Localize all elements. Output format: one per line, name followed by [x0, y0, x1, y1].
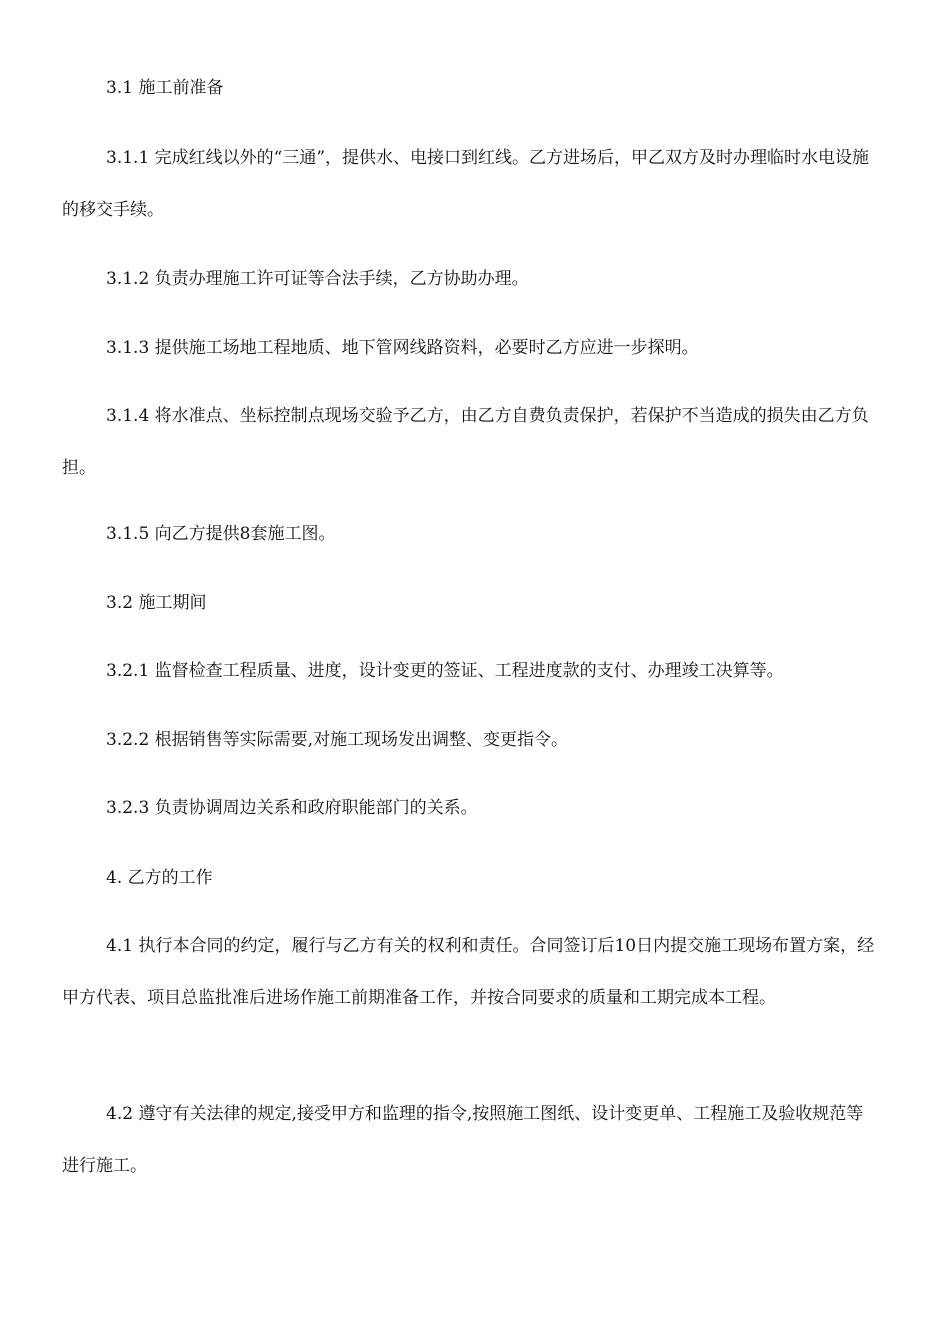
heading-3-1: 3.1 施工前准备 [106, 78, 224, 98]
clause-3-2-3: 3.2.3 负责协调周边关系和政府职能部门的关系。 [106, 798, 478, 818]
clause-4-1: 4.1 执行本合同的约定，履行与乙方有关的权利和责任。合同签订后10日内提交施工现场布置方案，经甲方代表、项目总监批准后进场作施工前期准备工作，并按合同要求的质量和工期完成本工程。 [62, 936, 875, 1008]
clause-3-2-2: 3.2.2 根据销售等实际需要,对施工现场发出调整、变更指令。 [106, 730, 569, 750]
clause-3-1-4: 3.1.4 将水准点、坐标控制点现场交验予乙方，由乙方自费负责保护，若保护不当造成的损失由乙方负担。 [62, 406, 869, 478]
clause-3-1-1: 3.1.1 完成红线以外的“三通”，提供水、电接口到红线。乙方进场后，甲乙双方及时办理临时水电设施的移交手续。 [62, 148, 870, 220]
clause-3-1-5: 3.1.5 向乙方提供8套施工图。 [106, 524, 336, 544]
heading-4: 4. 乙方的工作 [106, 868, 213, 888]
clause-3-1-2: 3.1.2 负责办理施工许可证等合法手续，乙方协助办理。 [106, 269, 529, 289]
heading-3-2: 3.2 施工期间 [106, 593, 207, 613]
clause-3-2-1: 3.2.1 监督检查工程质量、进度，设计变更的签证、工程进度款的支付、办理竣工决算等。 [106, 661, 784, 681]
clause-4-2: 4.2 遵守有关法律的规定,接受甲方和监理的指令,按照施工图纸、设计变更单、工程施工及验收规范等进行施工。 [62, 1104, 864, 1176]
clause-3-1-3: 3.1.3 提供施工场地工程地质、地下管网线路资料，必要时乙方应进一步探明。 [106, 338, 699, 358]
